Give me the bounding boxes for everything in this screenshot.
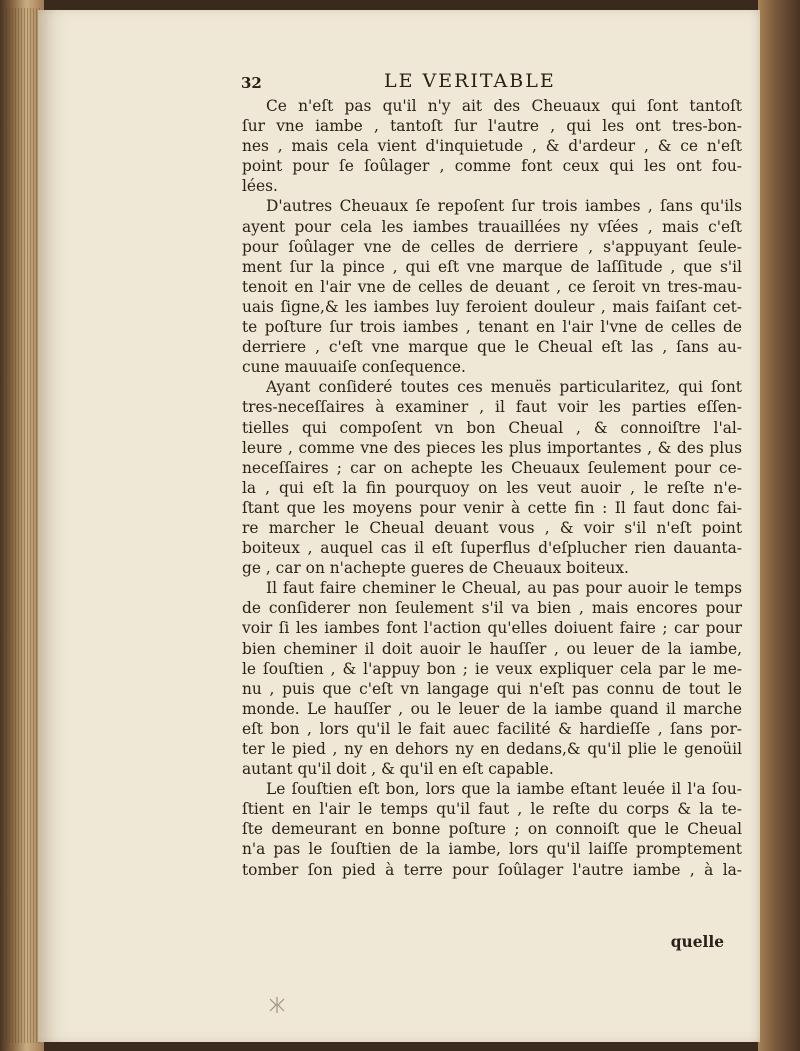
text-line: lées. bbox=[242, 177, 278, 196]
text-line: ter le pied , ny en dehors ny en dedans,& qu'il plie le genoüil bbox=[242, 740, 742, 758]
text-line: eſt bon , lors qu'il le fait auec facilité & hardieſſe , ſans por- bbox=[242, 719, 742, 738]
text-line: ſtient en l'air le temps qu'il faut , le reſte du corps & la te- bbox=[242, 800, 742, 819]
text-line: le ſouſtien , & l'appuy bon ; ie veux expliquer cela par le me- bbox=[242, 659, 742, 678]
printer-ornament-icon bbox=[266, 995, 288, 1015]
text-line: la , qui eſt la fin pourquoy on les veut auoir , le reſte n'e- bbox=[242, 478, 742, 497]
text-line: n'a pas le ſouſtien de la iambe, lors qu'il laiſſe promptement bbox=[242, 840, 742, 859]
text-line: autant qu'il doit , & qu'il en eſt capable. bbox=[242, 760, 554, 779]
text-line: derriere , c'eſt vne marque que le Cheual eſt las , ſans au- bbox=[242, 338, 742, 357]
text-line: bien cheminer il doit auoir le hauſſer , ou leuer de la iambe, bbox=[242, 639, 742, 658]
text-line: Le ſouſtien eſt bon, lors que la iambe eſtant leuée il l'a ſou- bbox=[266, 780, 742, 799]
text-line: neceſſaires ; car on achepte les Cheuaux ſeulement pour ce- bbox=[242, 458, 742, 477]
text-line: D'autres Cheuaux ſe repoſent ſur trois iambes , ſans qu'ils bbox=[266, 197, 742, 216]
text-line: Ce n'eſt pas qu'il n'y ait des Cheuaux qui ſont tantoſt bbox=[266, 97, 742, 115]
page-header bbox=[38, 10, 760, 90]
text-line: nes , mais cela vient d'inquietude , & d'ardeur , & ce n'eſt bbox=[242, 137, 742, 156]
text-line: nu , puis que c'eſt vn langage qui n'eſt pas connu de tout le bbox=[242, 679, 742, 698]
text-line: te poſture ſur trois iambes , tenant en l'air l'vne de celles de bbox=[242, 318, 742, 337]
text-line: pour ſoûlager vne de celles de derriere , s'appuyant ſeule- bbox=[242, 237, 742, 256]
text-line: ge , car on n'achepte gueres de Cheuaux boiteux. bbox=[242, 559, 629, 578]
text-line: leure , comme vne des pieces les plus importantes , & des plus bbox=[242, 438, 742, 457]
catchword: quelle bbox=[670, 933, 724, 951]
text-line: uais ſigne,& les iambes luy feroient douleur , mais faiſant cet- bbox=[242, 297, 742, 316]
text-line: ment ſur la pince , qui eſt vne marque de laſſitude , que s'il bbox=[242, 257, 742, 276]
text-line: tielles qui compoſent vn bon Cheual , & connoiſtre l'al- bbox=[242, 418, 742, 437]
text-line: Ayant conſideré toutes ces menuës particularitez, qui ſont bbox=[266, 378, 742, 397]
paragraph bbox=[242, 779, 742, 879]
text-line: tenoit en l'air vne de celles de deuant , ce ſeroit vn tres-mau- bbox=[242, 277, 742, 296]
text-body bbox=[242, 96, 742, 880]
running-head: LE VERITABLE bbox=[384, 70, 556, 92]
page-number: 32 bbox=[241, 74, 262, 92]
text-line: monde. Le hauſſer , ou le leuer de la iambe quand il marche bbox=[242, 699, 742, 718]
text-line: Il faut faire cheminer le Cheual, au pas pour auoir le temps bbox=[266, 579, 742, 598]
book-right-edge bbox=[758, 0, 800, 1051]
text-line: point pour ſe ſoûlager , comme font ceux qui les ont fou- bbox=[242, 157, 742, 176]
text-line: de conſiderer non ſeulement s'il va bien , mais encores pour bbox=[242, 599, 742, 618]
page-edges bbox=[6, 8, 40, 1043]
text-line: cune mauuaiſe conſequence. bbox=[242, 358, 466, 377]
text-line: re marcher le Cheual deuant vous , & voir s'il n'eſt point bbox=[242, 518, 742, 537]
paragraph bbox=[242, 96, 742, 196]
text-line: ſtant que les moyens pour venir à cette fin : Il faut donc fai- bbox=[242, 498, 742, 517]
paragraph bbox=[242, 578, 742, 779]
paragraph bbox=[242, 196, 742, 377]
paragraph bbox=[242, 377, 742, 578]
text-line: ſur vne iambe , tantoſt ſur l'autre , qui les ont tres-bon- bbox=[242, 117, 742, 136]
text-line: tres-neceſſaires à examiner , il faut voir les parties eſſen- bbox=[242, 398, 742, 417]
text-line: ayent pour cela les iambes trauaillées ny vſées , mais c'eſt bbox=[242, 217, 742, 236]
text-line: boiteux , auquel cas il eſt ſuperflus d'eſplucher rien dauanta- bbox=[242, 539, 742, 558]
text-line: ſte demeurant en bonne poſture ; on connoiſt que le Cheual bbox=[242, 820, 742, 839]
text-line: voir ſi les iambes font l'action qu'elles doiuent faire ; car pour bbox=[242, 619, 742, 638]
book-page bbox=[38, 10, 760, 1042]
text-line: tomber ſon pied à terre pour ſoûlager l'autre iambe , à la- bbox=[242, 860, 742, 879]
